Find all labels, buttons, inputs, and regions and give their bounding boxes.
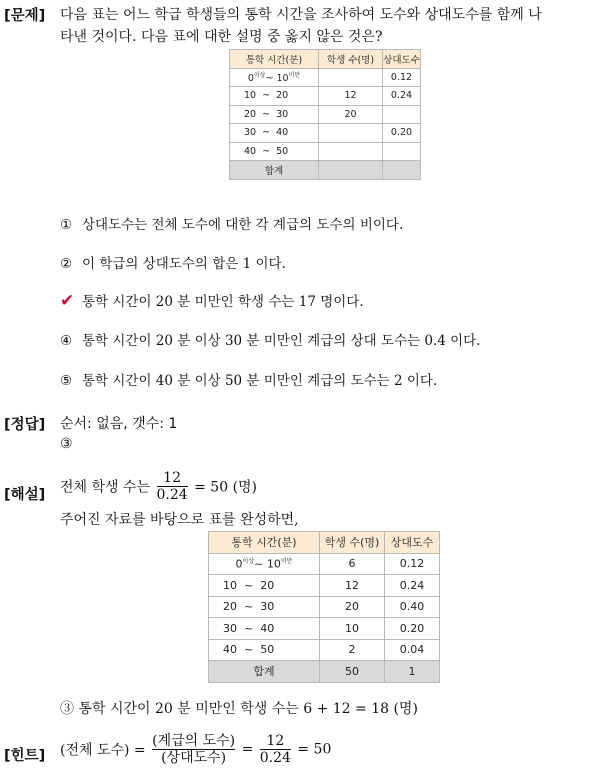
count-cell: 2: [320, 639, 385, 661]
count-cell: 20: [319, 105, 383, 124]
table-header: 학생 수(명): [320, 532, 385, 554]
fraction: $\frac{\text{(계급의 도수)}}{\text{(상대도수)}}$: [152, 733, 236, 766]
hint-tag: [힌트]: [4, 748, 46, 764]
table-row: [209, 639, 440, 661]
table-row: [209, 575, 440, 597]
rel-cell: 0.24: [383, 87, 421, 106]
table-header: 통학 시간(분): [230, 50, 319, 69]
explanation-line1: 전체 학생 수는 $\frac{12}{0.24}$ = 50 (명): [60, 470, 258, 503]
fraction: $\frac{12}{0.24}$: [156, 470, 188, 503]
count-cell: 6: [320, 553, 385, 575]
table-row: [230, 68, 421, 87]
rel-cell: 1: [385, 661, 440, 683]
choice-5: ⑤ 통학 시간이 40 분 이상 50 분 미만인 계급의 도수는 2 이다.: [60, 373, 438, 389]
total-label: 합계: [230, 161, 319, 180]
count-cell: [319, 161, 383, 180]
range-cell: $0^{이상}\sim$ $10^{미만}$: [230, 68, 319, 87]
problem-text-line2: 타낸 것이다. 다음 표에 대한 설명 중 옳지 않은 것은?: [60, 29, 383, 45]
solution-table: [208, 531, 440, 683]
count-cell: 12: [319, 87, 383, 106]
table-header: 상대도수: [385, 532, 440, 554]
table-row: [230, 124, 421, 143]
rel-cell: 0.24: [385, 575, 440, 597]
count-cell: 10: [320, 618, 385, 640]
range-cell: 20 ~ 30: [230, 105, 319, 124]
table-header: 통학 시간(분): [209, 532, 320, 554]
total-label: 합계: [209, 661, 320, 683]
count-cell: [319, 68, 383, 87]
choice-4: ④ 통학 시간이 20 분 이상 30 분 미만인 계급의 상대 도수는 0.4 이다.: [60, 333, 481, 349]
explanation-line2: 주어진 자료를 바탕으로 표를 완성하면,: [60, 512, 299, 528]
answer-line2: ③: [60, 436, 73, 452]
table-row: [230, 87, 421, 106]
problem-tag: [문제]: [4, 8, 46, 24]
rel-cell: 0.12: [385, 553, 440, 575]
explanation-conclusion: ③ 통학 시간이 20 분 미만인 학생 수는 6 + 12 = 18 (명): [60, 701, 418, 717]
range-cell: 30 ~ 40: [209, 618, 320, 640]
rel-cell: 0.20: [385, 618, 440, 640]
choice-2: ② 이 학급의 상대도수의 합은 1 이다.: [60, 256, 286, 272]
table-header: 상대도수: [383, 50, 421, 69]
table-row: [209, 596, 440, 618]
range-cell: 40 ~ 50: [230, 142, 319, 161]
range-cell: 40 ~ 50: [209, 639, 320, 661]
count-cell: [319, 142, 383, 161]
table-row: [230, 142, 421, 161]
rel-cell: 0.20: [383, 124, 421, 143]
rel-cell: 0.40: [385, 596, 440, 618]
problem-text-line1: 다음 표는 어느 학급 학생들의 통학 시간을 조사하여 도수와 상대도수를 함께 나: [60, 7, 542, 23]
count-cell: 50: [320, 661, 385, 683]
range-cell: 20 ~ 30: [209, 596, 320, 618]
choice-1: ① 상대도수는 전체 도수에 대한 각 계급의 도수의 비이다.: [60, 217, 404, 233]
problem-table: [229, 49, 421, 180]
rel-cell: 0.04: [385, 639, 440, 661]
table-header: 학생 수(명): [319, 50, 383, 69]
range-cell: 10 ~ 20: [230, 87, 319, 106]
hint-formula: (전체 도수) = $\frac{\text{(계급의 도수)}}{\text{(상대도수)}}$ = $\frac{12}{0.24}$ = 50: [60, 733, 332, 766]
rel-cell: [383, 161, 421, 180]
count-cell: 12: [320, 575, 385, 597]
range-cell: 30 ~ 40: [230, 124, 319, 143]
table-total-row: [230, 161, 421, 180]
rel-cell: [383, 105, 421, 124]
count-cell: 20: [320, 596, 385, 618]
range-cell: 10 ~ 20: [209, 575, 320, 597]
table-row: [209, 553, 440, 575]
range-cell: $0^{이상}\sim$ $10^{미만}$: [209, 553, 320, 575]
count-cell: [319, 124, 383, 143]
table-row: [209, 618, 440, 640]
answer-line1: 순서: 없음, 갯수: 1: [60, 416, 178, 432]
rel-cell: [383, 142, 421, 161]
rel-cell: 0.12: [383, 68, 421, 87]
table-total-row: [209, 661, 440, 683]
table-row: [230, 105, 421, 124]
fraction: $\frac{12}{0.24}$: [259, 733, 291, 766]
explanation-tag: [해설]: [4, 487, 46, 503]
check-icon: ✔: [60, 291, 75, 311]
choice-3: ✔ 통학 시간이 20 분 미만인 학생 수는 17 명이다.: [60, 291, 364, 311]
answer-tag: [정답]: [4, 417, 46, 433]
